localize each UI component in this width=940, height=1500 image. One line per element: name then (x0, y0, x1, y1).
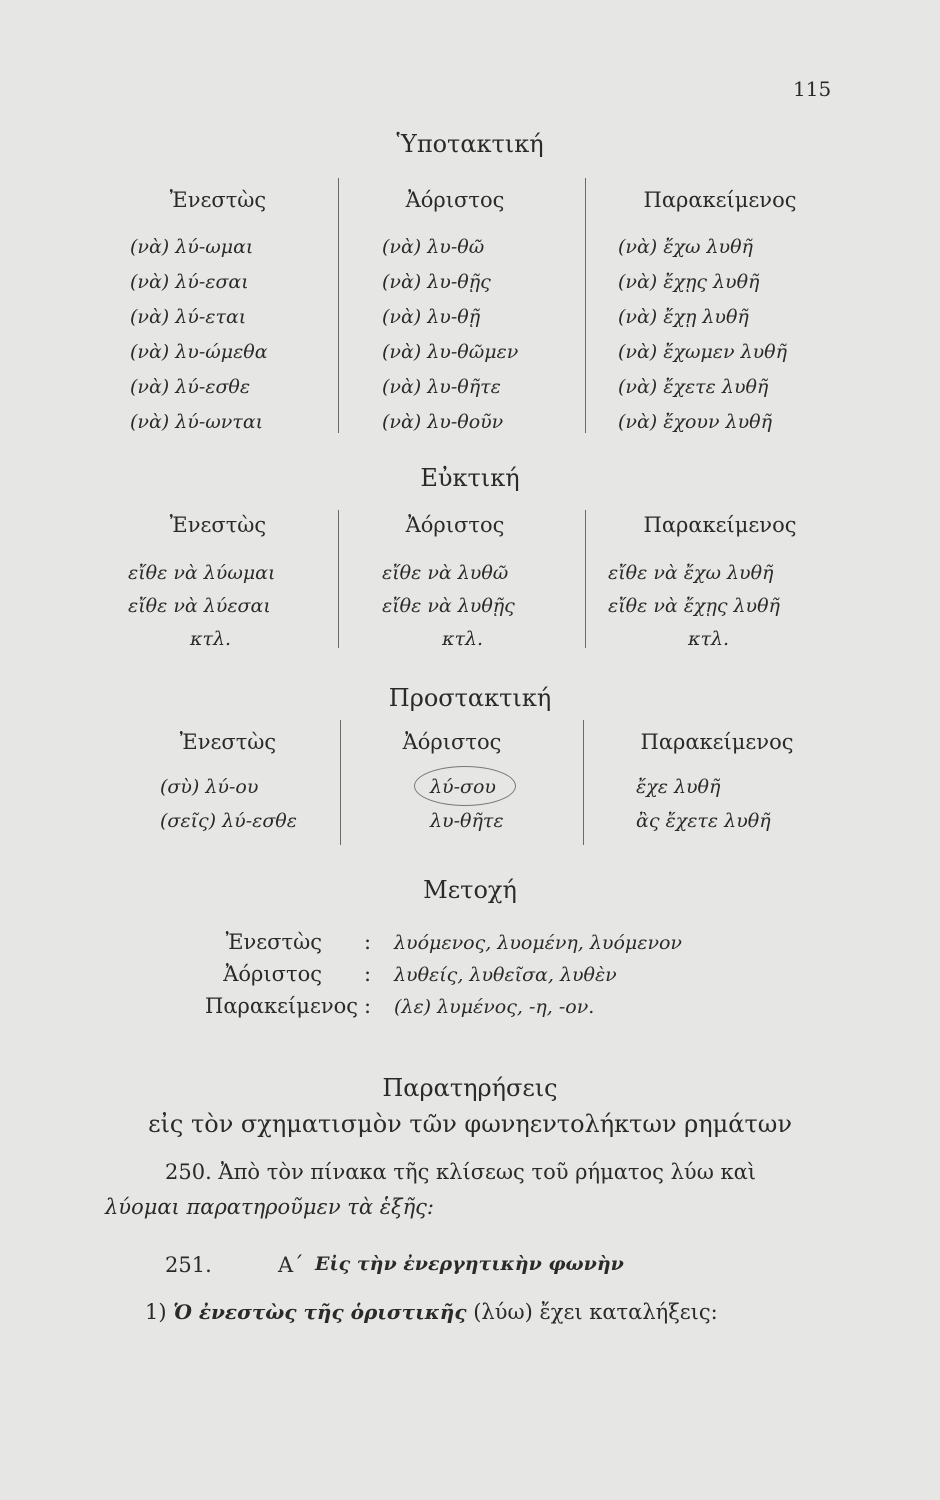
column-divider (585, 510, 586, 648)
subjunctive-aorist-header: Ἀόριστος (405, 188, 505, 212)
optative-perfect-header: Παρακείμενος (643, 513, 797, 537)
imperative-form: (σεῖς) λύ-εσθε (160, 810, 297, 832)
subjunctive-form: (νὰ) λύ-εσθε (130, 376, 251, 398)
participle-colon: : (364, 930, 372, 954)
column-divider (585, 178, 586, 433)
optative-form: εἴθε νὰ λύωμαι (128, 562, 276, 584)
participle-colon: : (364, 994, 372, 1018)
participle-colon: : (364, 962, 372, 986)
subjunctive-form: (νὰ) ἔχω λυθῆ (618, 236, 753, 258)
optative-form: εἴθε νὰ ἔχῃς λυθῆ (608, 595, 780, 617)
subjunctive-form: (νὰ) ἔχετε λυθῆ (618, 376, 769, 398)
paragraph-250-line1: 250. Ἀπὸ τὸν πίνακα τῆς κλίσεως τοῦ ρήματος λύω καὶ (165, 1160, 757, 1184)
optative-form: κτλ. (190, 628, 232, 650)
paragraph-251-number: 251. (165, 1253, 212, 1277)
optative-form: εἴθε νὰ λυθῇς (382, 595, 515, 617)
optative-form: εἴθε νὰ ἔχω λυθῆ (608, 562, 774, 584)
participle-value: λυόμενος, λυομένη, λυόμενον (394, 932, 682, 954)
column-divider (583, 720, 584, 845)
optative-form: κτλ. (442, 628, 484, 650)
paragraph-1 (145, 1300, 718, 1324)
imperative-form: ἔχε λυθῆ (636, 776, 721, 798)
participle-label: Ἐνεστὼς (225, 930, 322, 954)
subjunctive-form: (νὰ) λυ-θοῦν (382, 411, 504, 433)
paragraph-251-heading: Εἰς τὴν ἐνεργητικὴν φωνὴν (315, 1253, 624, 1275)
subjunctive-form: (νὰ) λυ-θῶ (382, 236, 485, 258)
imperative-form: ἂς ἔχετε λυθῆ (636, 810, 771, 832)
page-number: 115 (793, 77, 832, 101)
subjunctive-form: (νὰ) λύ-ωμαι (130, 236, 254, 258)
imperative-perfect-header: Παρακείμενος (640, 730, 794, 754)
imperative-present-header: Ἐνεστὼς (179, 730, 277, 754)
imperative-form: λύ-σου (430, 776, 496, 798)
paragraph-1-mid: (λύω) (466, 1300, 540, 1324)
subjunctive-form: (νὰ) ἔχωμεν λυθῆ (618, 341, 787, 363)
subjunctive-form: (νὰ) ἔχουν λυθῆ (618, 411, 772, 433)
column-divider (338, 510, 339, 648)
subjunctive-present-header: Ἐνεστὼς (169, 188, 267, 212)
imperative-form: λυ-θῆτε (430, 810, 504, 832)
optative-aorist-header: Ἀόριστος (405, 513, 505, 537)
imperative-form: (σὺ) λύ-ου (160, 776, 259, 798)
subjunctive-form: (νὰ) λύ-ωνται (130, 411, 264, 433)
participle-label: Ἀόριστος (223, 962, 322, 986)
optative-title: Εὐκτική (420, 464, 520, 492)
optative-present-header: Ἐνεστὼς (169, 513, 267, 537)
optative-form: εἴθε νὰ λυθῶ (382, 562, 509, 584)
participle-value: (λε) λυμένος, -η, -ον. (394, 996, 595, 1018)
imperative-aorist-header: Ἀόριστος (402, 730, 502, 754)
optative-form: κτλ. (688, 628, 730, 650)
subjunctive-form: (νὰ) λυ-θῆτε (382, 376, 501, 398)
subjunctive-form: (νὰ) ἔχῃς λυθῆ (618, 271, 760, 293)
subjunctive-form: (νὰ) λυ-θῇ (382, 306, 481, 328)
subjunctive-title: Ὑποτακτική (396, 130, 544, 158)
paragraph-1-prefix: 1) (145, 1300, 174, 1324)
paragraph-250-line2: λύομαι παρατηροῦμεν τὰ ἑξῆς: (105, 1195, 435, 1219)
observations-subtitle: εἰς τὸν σχηματισμὸν τῶν φωνηεντολήκτων ρημάτων (148, 1110, 792, 1138)
paragraph-251-letter: Α΄ (278, 1253, 304, 1277)
subjunctive-form: (νὰ) λυ-θῶμεν (382, 341, 519, 363)
paragraph-1-rest: ἔχει καταλήξεις: (539, 1300, 718, 1324)
imperative-title: Προστακτική (388, 684, 552, 712)
subjunctive-form: (νὰ) λύ-εσαι (130, 271, 249, 293)
subjunctive-form: (νὰ) ἔχῃ λυθῆ (618, 306, 749, 328)
subjunctive-form: (νὰ) λυ-θῇς (382, 271, 491, 293)
participle-label: Παρακείμενος (205, 994, 358, 1018)
observations-title: Παρατηρήσεις (382, 1074, 558, 1102)
column-divider (338, 178, 339, 433)
optative-form: εἴθε νὰ λύεσαι (128, 595, 271, 617)
participle-value: λυθείς, λυθεῖσα, λυθὲν (394, 964, 617, 986)
subjunctive-perfect-header: Παρακείμενος (643, 188, 797, 212)
participle-title: Μετοχή (423, 876, 517, 904)
subjunctive-form: (νὰ) λυ-ώμεθα (130, 341, 268, 363)
subjunctive-form: (νὰ) λύ-εται (130, 306, 247, 328)
column-divider (340, 720, 341, 845)
paragraph-1-bold: Ὁ ἐνεστὼς τῆς ὁριστικῆς (173, 1300, 467, 1324)
